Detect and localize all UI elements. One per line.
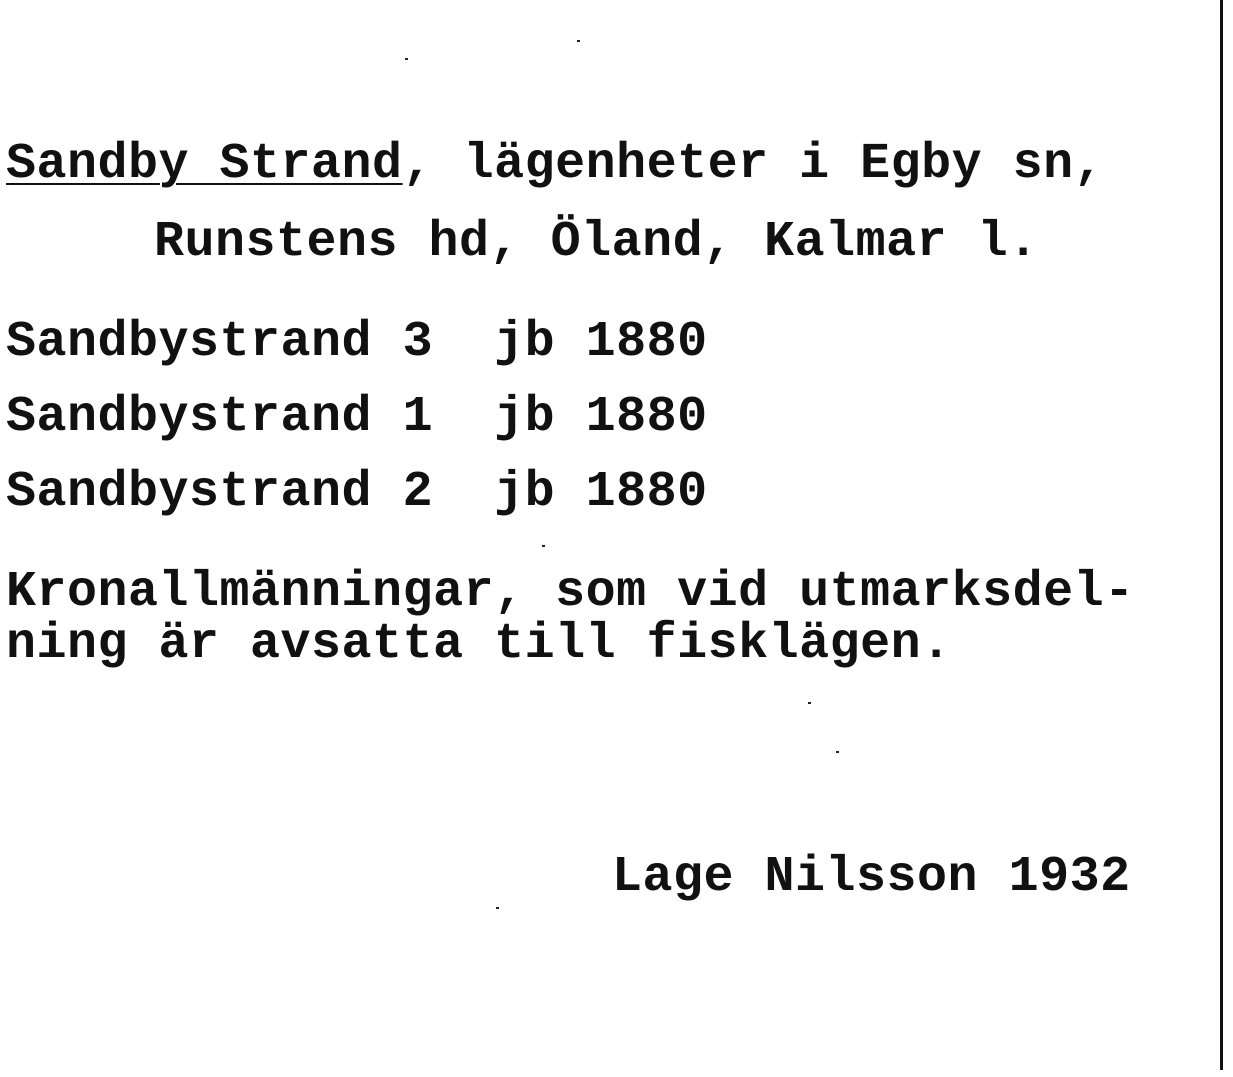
entry-row	[6, 314, 708, 371]
speck	[405, 58, 408, 60]
entry-name: Sandbystrand 1	[6, 389, 434, 446]
speck	[542, 545, 545, 547]
heading-line-1	[6, 136, 1105, 193]
entry-name: Sandbystrand 3	[6, 314, 434, 371]
speck	[836, 751, 839, 753]
speck	[808, 702, 811, 704]
speck	[496, 907, 499, 909]
entry-row	[6, 464, 708, 521]
card-edge	[1220, 0, 1223, 1070]
note-line-2: ning är avsatta till fisklägen.	[6, 616, 952, 673]
entry-ref: jb 1880	[494, 314, 708, 371]
heading-description: , lägenheter i Egby sn,	[402, 136, 1105, 193]
signature: Lage Nilsson 1932	[612, 849, 1131, 906]
entry-ref: jb 1880	[494, 389, 708, 446]
speck	[577, 40, 580, 42]
entry-row	[6, 389, 708, 446]
entry-name: Sandbystrand 2	[6, 464, 434, 521]
heading-line-2: Runstens hd, Öland, Kalmar l.	[154, 214, 1039, 271]
note-line-1: Kronallmänningar, som vid utmarksdel-	[6, 564, 1135, 621]
place-name: Sandby Strand	[6, 136, 403, 193]
entry-ref: jb 1880	[494, 464, 708, 521]
